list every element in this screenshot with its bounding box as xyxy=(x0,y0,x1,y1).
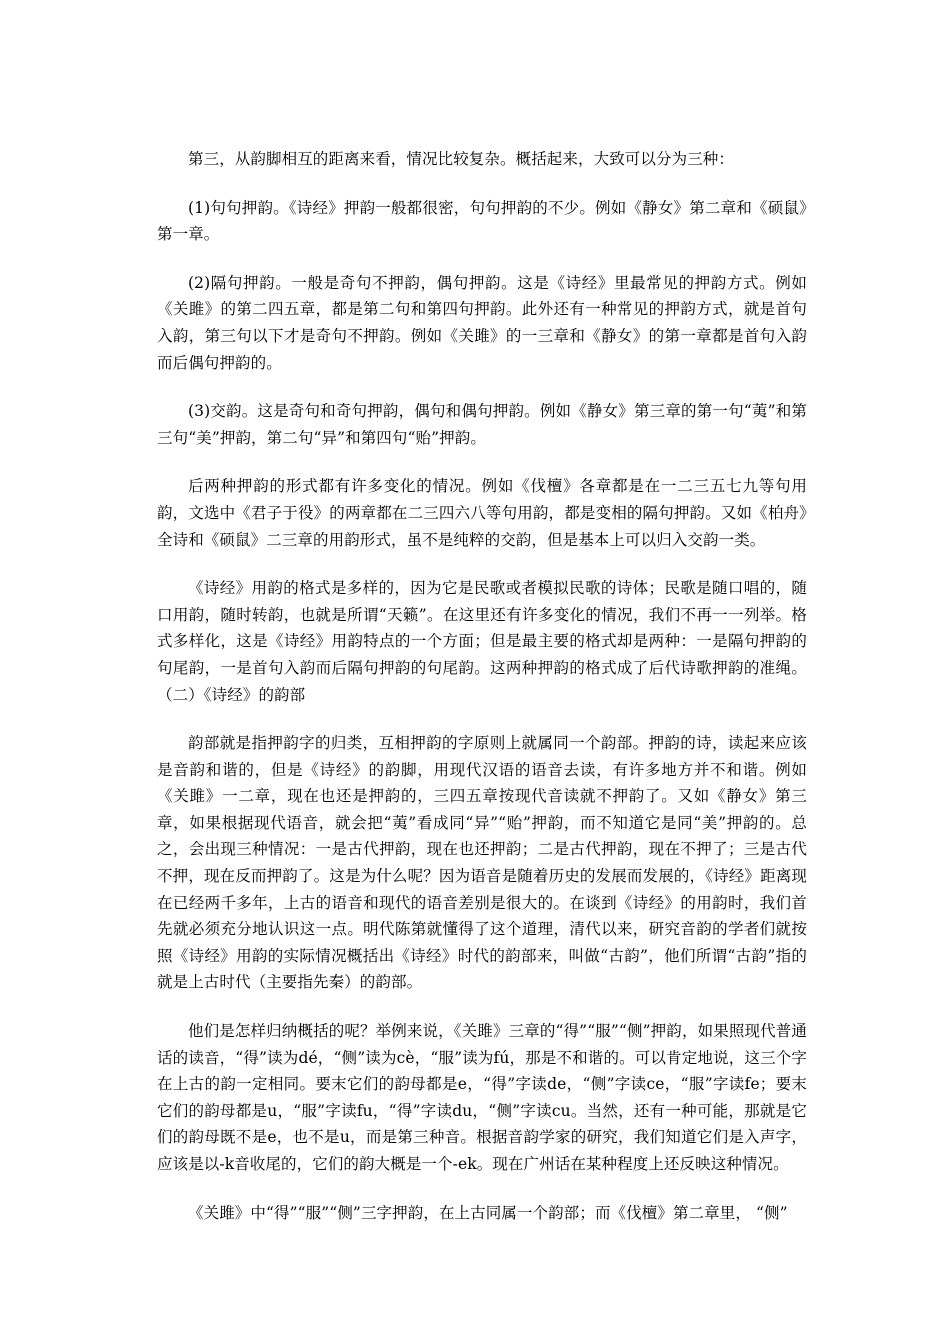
paragraph-rhyme-formats: 《诗经》用韵的格式是多样的，因为它是民歌或者模拟民歌的诗体；民歌是随口唱的，随口用韵，随时转韵，也就是所谓“天籁”。在这里还有许多变化的情况，我们不再一一列举。格式多样化，这是《诗经》用韵特点的一个方面；但是最主要的格式却是两种：一是隔句押韵的句尾韵，一是首句入韵而后隔句押韵的句尾韵。这两种押韵的格式成了后代诗歌押韵的准绳。 （二）《诗经》的韵部 xyxy=(157,579,807,704)
paragraph-guanju-fatan: 《关雎》中“得”“服”“侧”三字押韵，在上古同属一个韵部；而《伐檀》第二章里， “侧” xyxy=(188,1203,788,1222)
paragraph-variations: 后两种押韵的形式都有许多变化的情况。例如《伐檀》各章都是在一二三五七九等句用韵，文选中《君子于役》的两章都在二三四六八等句用韵，都是变相的隔句押韵。又如《柏舟》全诗和《硕鼠》二三章的用韵形式，虽不是纯粹的交韵，但是基本上可以归入交韵一类。 xyxy=(157,477,807,549)
paragraph-rhyme-every-line: (1)句句押韵。《诗经》押韵一般都很密，句句押韵的不少。例如《静女》第二章和《硕鼠》第一章。 xyxy=(157,198,807,244)
paragraph-induction-example: 他们是怎样归纳概括的呢？举例来说，《关雎》三章的“得”“服”“侧”押韵，如果照现代普通话的读音，“得”读为dé，“侧”读为cè，“服”读为fú，那是不和谐的。可以肯定地说，这三个字在上古的韵一定相同。要末它们的韵母都是e，“得”字读de，“侧”字读ce，“服”字读fe；要末它们的韵母都是u，“服”字读fu，“得”字读du，“侧”字读cu。当然，还有一种可能，那就是它们的韵母既不是e，也不是u，而是第三种音。根据音韵学家的研究，我们知道它们是入声字，应该是以-k音收尾的，它们的韵大概是一个-ek。现在广州话在某种程度上还反映这种情况。 xyxy=(157,1022,807,1173)
paragraph-cross-rhyme: (3)交韵。这是奇句和奇句押韵，偶句和偶句押韵。例如《静女》第三章的第一句“荑”和第三句“美”押韵，第二句“异”和第四句“贻”押韵。 xyxy=(157,402,807,447)
paragraph-rhyme-groups: 韵部就是指押韵字的归类，互相押韵的字原则上就属同一个韵部。押韵的诗，读起来应该是音韵和谐的，但是《诗经》的韵脚，用现代汉语的语音去读，有许多地方并不和谐。例如《关雎》一二章，现在也还是押韵的，三四五章按现代音读就不押韵了。又如《静女》第三章，如果根据现代语音，就会把“荑”看成同“异”“贻”押韵，而不知道它是同“美”押韵的。总之，会出现三种情况：一是古代押韵，现在也还押韵；二是古代押韵，现在不押了；三是古代不押，现在反而押韵了。这是为什么呢？因为语音是随着历史的发展而发展的，《诗经》距离现在已经两千多年，上古的语音和现代的语音差别是很大的。在谈到《诗经》的用韵时，我们首先就必须充分地认识这一点。明代陈第就懂得了这个道理，清代以来，研究音韵的学者们就按照《诗经》用韵的实际情况概括出《诗经》时代的韵部来，叫做“古韵”，他们所谓“古韵”指的就是上古时代（主要指先秦）的韵部。 xyxy=(157,734,807,992)
paragraph-rhyme-alternate-lines: (2)隔句押韵。一般是奇句不押韵，偶句押韵。这是《诗经》里最常见的押韵方式。例如《关雎》的第二四五章，都是第二句和第四句押韵。此外还有一种常见的押韵方式，就是首句入韵，第三句以下才是奇句不押韵。例如《关雎》的一三章和《静女》的第一章都是首句入韵而后偶句押韵的。 xyxy=(157,273,807,372)
document-page xyxy=(157,146,807,1226)
paragraph-intro: 第三，从韵脚相互的距离来看，情况比较复杂。概括起来，大致可以分为三种： xyxy=(188,150,735,168)
